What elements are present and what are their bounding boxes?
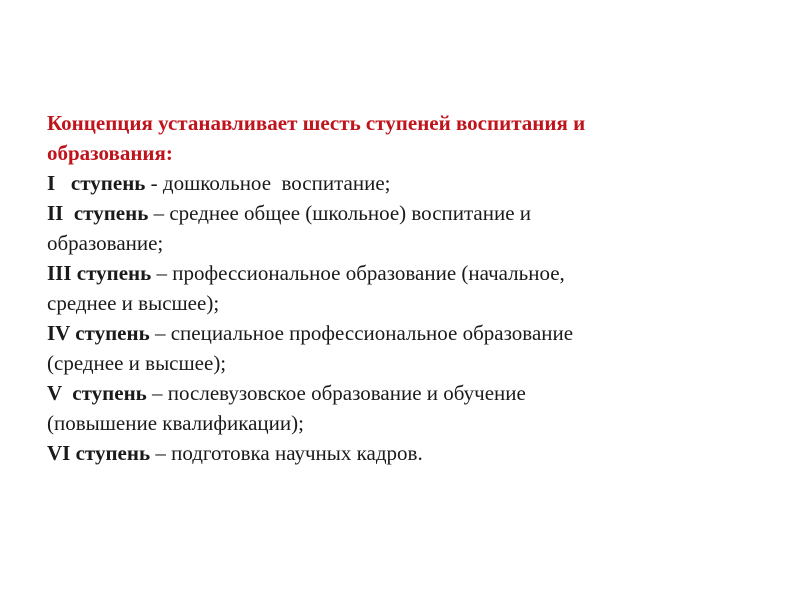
- stage-separator: –: [146, 381, 168, 405]
- stage-description: среднее общее (школьное) воспитание и: [169, 201, 532, 225]
- heading-line-2: образования:: [47, 141, 173, 165]
- stage-description: специальное профессиональное образование: [170, 321, 574, 345]
- stage-description-continued: (среднее и высшее);: [47, 351, 227, 375]
- stage-description-continued: среднее и высшее);: [47, 291, 220, 315]
- stage-separator: –: [151, 261, 173, 285]
- stage-description: послевузовское образование и обучение: [167, 381, 526, 405]
- stage-label: II ступень: [47, 201, 149, 225]
- stage-item-2: [47, 198, 767, 258]
- stage-item-1: [47, 168, 767, 198]
- stage-separator: –: [150, 441, 172, 465]
- stage-description: подготовка научных кадров.: [171, 441, 423, 465]
- slide-heading: [47, 108, 767, 168]
- stage-item-3: [47, 258, 767, 318]
- stage-separator: –: [148, 201, 170, 225]
- stage-label: V ступень: [47, 381, 147, 405]
- heading-line-1: Концепция устанавливает шесть ступеней воспитания и: [47, 111, 586, 135]
- stage-separator: -: [145, 171, 163, 195]
- stage-item-4: [47, 318, 767, 378]
- stage-description: профессиональное образование (начальное,: [172, 261, 565, 285]
- slide-content: [47, 108, 767, 468]
- stage-label: VI ступень: [47, 441, 151, 465]
- stage-label: III ступень: [47, 261, 152, 285]
- stage-item-5: [47, 378, 767, 438]
- stage-description-continued: (повышение квалификации);: [47, 411, 304, 435]
- stage-item-6: [47, 438, 767, 468]
- stage-separator: –: [149, 321, 171, 345]
- stage-label: I ступень: [47, 171, 146, 195]
- stage-label: IV ступень: [47, 321, 150, 345]
- stage-description-continued: образование;: [47, 231, 164, 255]
- stage-description: дошкольное воспитание;: [162, 171, 391, 195]
